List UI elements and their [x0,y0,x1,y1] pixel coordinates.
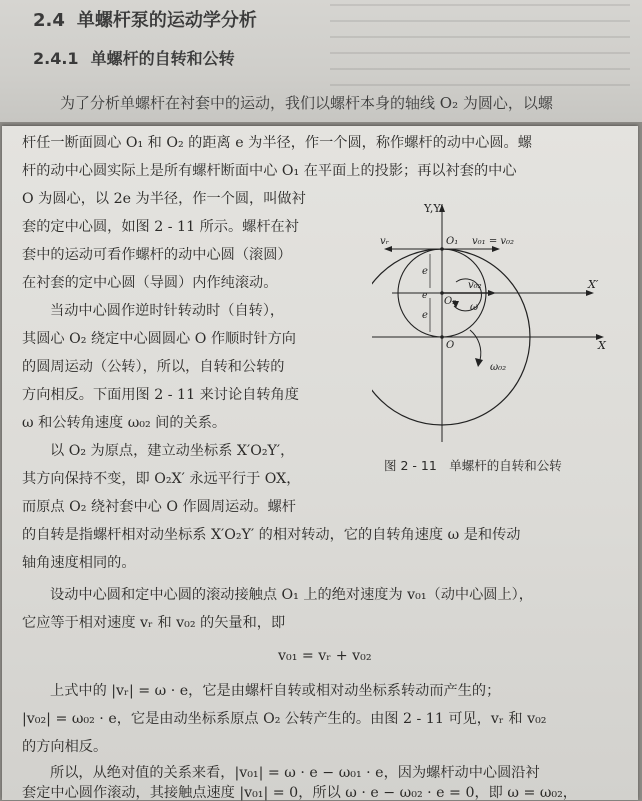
o2-point [440,291,444,295]
text-line: 设动中心圆和定中心圆的滚动接触点 O₁ 上的绝对速度为 v₀₁（动中心圆上）， [50,587,533,603]
bleed-through-text [330,4,630,99]
section-heading: 2.4 单螺杆泵的运动学分析 [33,10,257,31]
omega02-arrow-icon [475,358,483,367]
text-line: 上式中的 |vᵣ| = ω · e，它是由螺杆自转或相对动坐标系转动而产生的； [50,683,501,699]
text-line: 杆任一断面圆心 O₁ 和 O₂ 的距离 e 为半径，作一个圆，称作螺杆的动中心圆。螺 [22,135,532,151]
text-line: 所以，从绝对值的关系来看，|v₀₁| = ω · e − ω₀₁ · e，因为螺杆动中心圆沿衬 [50,765,540,781]
text-line: 其方向保持不变，即 O₂X′ 永远平行于 OX， [22,471,301,487]
o1-point [440,247,444,251]
e-low-label: e [422,291,428,301]
figure-caption: 图 2 - 11 单螺杆的自转和公转 [384,458,562,473]
text-line: 杆的动中心圆实际上是所有螺杆断面中心 O₁ 在平面上的投影；再以衬套的中心 [22,163,517,179]
text-line: 套定中心圆作滚动，其接触点速度 |v₀₁| = 0，所以 ω · e − ω₀₂ · e = 0，即 ω = ω₀₂， [22,785,577,801]
text-line: 的圆周运动（公转），所以，自转和公转的 [22,359,285,375]
text-line: 轴角速度相同的。 [22,555,136,571]
text-line: O 为圆心，以 2e 为半径，作一个圆，叫做衬 [22,191,306,207]
text-line: 以 O₂ 为原点，建立动坐标系 X′O₂Y′， [50,443,295,459]
subsection-heading: 2.4.1 单螺杆的自转和公转 [33,49,235,68]
e-mid-label: e [422,310,428,321]
o2-label: O₂ [444,296,457,307]
text-line: 套中的运动可看作螺杆的动中心圆（滚圆） [22,247,292,263]
o1-label: O₁ [446,236,459,247]
intro-paragraph: 为了分析单螺杆在衬套中的运动，我们以螺杆本身的轴线 O₂ 为圆心，以螺 [60,94,553,112]
o-point [440,335,444,339]
e-top-label: e [422,266,428,277]
o-label: O [446,340,455,351]
text-line: 而原点 O₂ 绕衬套中心 O 作圆周运动。螺杆 [22,499,296,515]
equation: v₀₁ = vᵣ + v₀₂ [278,648,372,664]
text-line: 当动中心圆作逆时针转动时（自转）， [50,303,285,319]
text-line: 其圆心 O₂ 绕定中心圆圆心 O 作顺时针方向 [22,331,296,347]
text-line: 的方向相反。 [22,739,108,755]
text-line: ω 和公转角速度 ω₀₂ 间的关系。 [22,415,227,431]
x-prime-label: X′ [588,278,599,291]
vr-label: vᵣ [380,236,390,247]
omega02-label: ω₀₂ [490,362,507,373]
book-page [2,126,638,800]
text-line: 在衬套的定中心圆（导圆）内作纯滚动。 [22,275,278,291]
text-line: 方向相反。下面用图 2 - 11 来讨论自转角度 [22,387,299,403]
figure-2-11 [372,202,612,447]
rotation-revolution-diagram [372,202,612,447]
omega-label: ω [470,302,479,313]
omega02-arc [470,330,481,360]
text-line: 套的定中心圆，如图 2 - 11 所示。螺杆在衬 [22,219,299,235]
v02-label: v₀₂ [468,280,482,291]
y-axis-label: Y,Y′ [424,202,444,215]
v02-arrow-icon [488,290,496,296]
text-line: 它应等于相对速度 vᵣ 和 v₀₂ 的矢量和，即 [22,615,286,631]
x-axis-label: X [598,339,606,352]
previous-page-strip [0,0,642,122]
v01-label: v₀₁ = v₀₂ [472,236,515,247]
text-line: |v₀₂| = ω₀₂ · e，它是由动坐标系原点 O₂ 公转产生的。由图 2 - 11 可见，vᵣ 和 v₀₂ [22,711,547,727]
text-line: 的自转是指螺杆相对动坐标系 X′O₂Y′ 的相对转动，它的自转角速度 ω 是和传动 [22,527,521,543]
